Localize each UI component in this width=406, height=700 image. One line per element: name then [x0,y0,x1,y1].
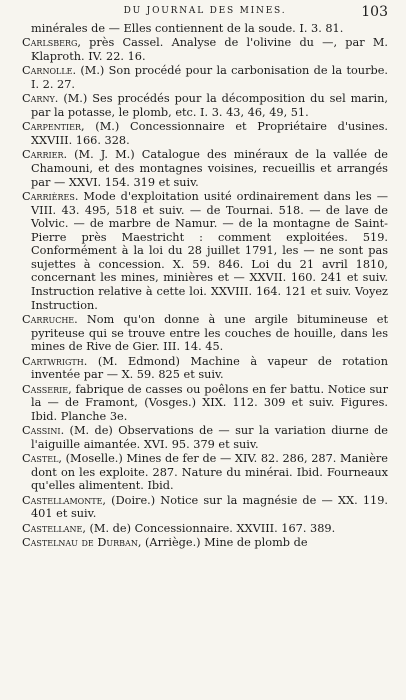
entry-headword: Carny [22,92,55,106]
entry-headword: Carlsberg [22,36,78,50]
entry-text: . (M.) Ses procédés pour la décomposition du sel marin, par la potasse, le plomb, etc. I. 3. 43, 46, 49, 51. [31,92,388,119]
index-entry [22,383,388,424]
index-entry [22,494,388,521]
index-entry [22,522,388,536]
entry-headword: Casserie [22,382,69,396]
index-entry [22,92,388,119]
index-entries [22,22,388,550]
entry-headword: Carruche [22,313,75,327]
entry-headword: Castelnau de Durban [22,536,138,550]
entry-headword: Castellane [22,521,83,535]
entry-text: . (M. Edmond) Machine à vapeur de rotation inventée par — X. 59. 825 et suiv. [31,354,388,382]
index-entry [22,536,388,550]
entry-headword: Carrier [22,148,64,162]
entry-text: , (M.) Concessionnaire et Propriétaire d'usines. XXVIII. 166. 328. [31,120,388,147]
entry-text: , (Arriège.) Mine de plomb de [137,536,308,550]
index-entry [22,190,388,312]
index-entry [22,355,388,382]
index-entry [22,148,388,189]
entry-headword: Carpentier [22,120,82,134]
page-number: 103 [361,4,388,20]
index-entry [22,36,388,63]
entry-text: . (M. de) Observations de — sur la variation diurne de l'aiguille aimantée. XVI. 95. 379 et suiv. [31,424,388,451]
entry-text: . (M. J. M.) Catalogue des minéraux de la vallée de Chamouni, et des montagnes voisines, recueillis et arrangés par — XXVI. 154. 319 et suiv. [31,148,388,189]
entry-text: , (M. de) Concessionnaire. XXVIII. 167. 389. [82,521,336,535]
entry-text: . Nom qu'on donne à une argile bitumineuse et pyriteuse qui se trouve entre les couches de houille, dans les mines de Rive de Gier. III. 14. 45. [31,313,388,354]
entry-headword: Cartwrigth [22,354,84,368]
entry-headword: Castellamonte [22,493,103,507]
entry-text: . (M.) Son procédé pour la carbonisation de la tourbe. I. 2. 27. [31,64,388,91]
entry-headword: Cassini [22,424,61,438]
running-head: DU JOURNAL DES MINES. [123,6,287,16]
index-entry [22,120,388,147]
entry-headword: Carnolle [22,64,73,78]
entry-text: , fabrique de casses ou poêlons en fer battu. Notice sur la — de Framont, (Vosges.) XIX. 112. 309 et suiv. Figures. Ibid. Planche 3e. [31,382,388,423]
entry-text: minérales de — Elles contiennent de la soude. I. 3. 81. [31,22,344,35]
entry-headword: Carrières [22,189,75,203]
index-entry [22,452,388,493]
page-header [22,4,388,22]
index-entry [22,64,388,91]
entry-text: , près Cassel. Analyse de l'olivine du —, par M. Klaproth. IV. 22. 16. [31,36,388,63]
entry-text: , (Moselle.) Mines de fer de — XIV. 82. 286, 287. Manière dont on les exploite. 287. Nature du minérai. Ibid. Fourneaux qu'elles alimentent. Ibid. [31,452,388,493]
entry-text: . Mode d'exploitation usité ordinairement dans les — VIII. 43. 495, 518 et suiv. — de Tournai. 518. — de lave de Volvic. — de marbre de Namur. — de la montagne de Saint-Pierre près Maestricht : comment exploitées. 519. Conformément à la loi du 28 juillet 1791, les — ne sont pas sujettes à concession. X. 59. 846. Loi du 21 avril 1810, concernant les mines, minières et — XXVII. 160. 241 et suiv. Instruction relative à cette loi. XXVIII. 164. 121 et suiv. Voyez Instruction. [31,189,388,312]
index-entry [22,424,388,451]
index-entry [22,313,388,354]
entry-text: , (Doire.) Notice sur la magnésie de — XX. 119. 401 et suiv. [31,493,388,521]
entry-headword: Castel [22,452,59,466]
index-entry [22,22,388,36]
